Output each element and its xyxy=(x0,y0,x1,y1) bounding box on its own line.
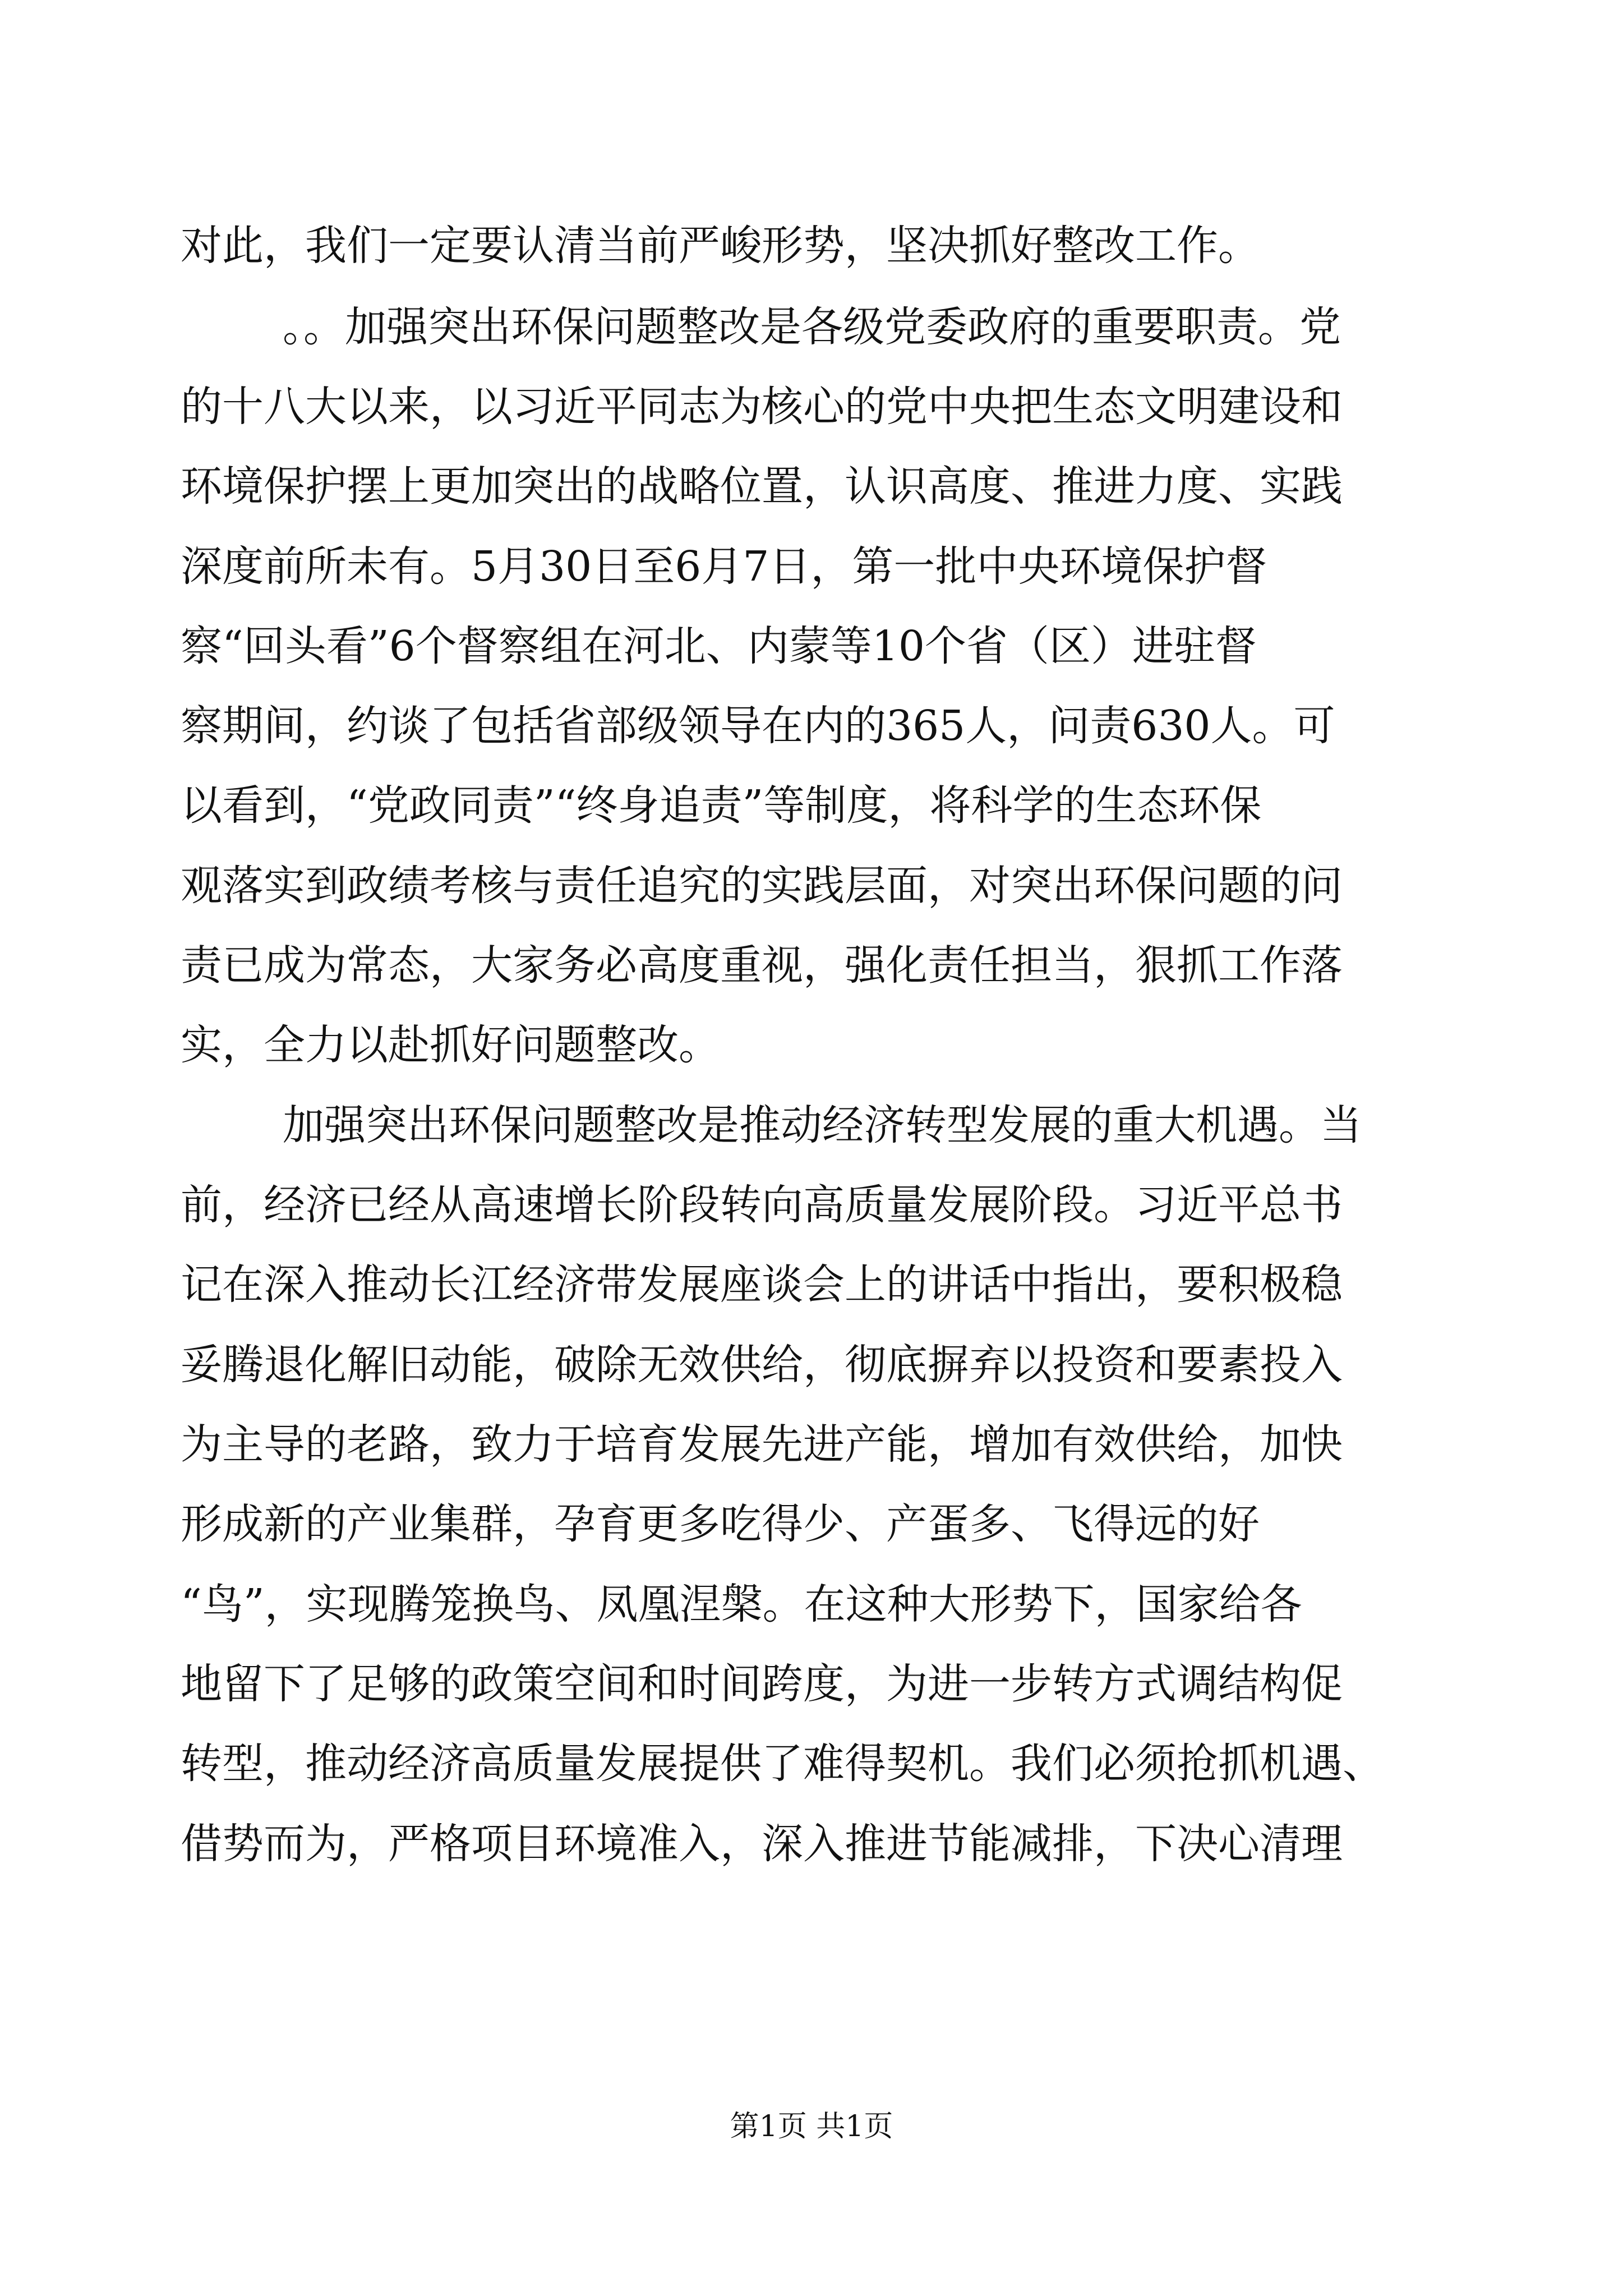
text-line xyxy=(0,1650,1623,1718)
text-line xyxy=(0,1730,1623,1797)
text-line xyxy=(0,1011,1623,1079)
line-text: 察“回头看”6个督察组在河北、内蒙等10个省（区）进驻督 xyxy=(181,622,1257,670)
line-text: 地留下了足够的政策空间和时间跨度，为进一步转方式调结构促 xyxy=(181,1660,1343,1708)
text-line xyxy=(0,533,1623,600)
line-text: 对此，我们一定要认清当前严峻形势，坚决抓好整改工作。 xyxy=(181,222,1260,270)
text-line xyxy=(0,1571,1623,1638)
line-text: 责已成为常态，大家务必高度重视，强化责任担当，狠抓工作落 xyxy=(181,941,1343,990)
text-line xyxy=(0,772,1623,839)
text-line xyxy=(0,1331,1623,1398)
line-text: 借势而为，严格项目环境准入，深入推进节能减排，下决心清理 xyxy=(181,1820,1343,1868)
line-text: 妥腾退化解旧动能，破除无效供给，彻底摒弃以投资和要素投入 xyxy=(181,1341,1343,1389)
text-line xyxy=(0,1490,1623,1558)
line-text: 环境保护摆上更加突出的战略位置，认识高度、推进力度、实践 xyxy=(181,462,1343,510)
text-line xyxy=(0,373,1623,440)
text-line xyxy=(0,1810,1623,1878)
line-text: 为主导的老路，致力于培育发展先进产能，增加有效供给，加快 xyxy=(181,1420,1343,1469)
text-line xyxy=(0,613,1623,680)
line-text: 形成新的产业集群，孕育更多吃得少、产蛋多、飞得远的好 xyxy=(181,1500,1260,1548)
line-text: 实，全力以赴抓好问题整改。 xyxy=(181,1021,720,1069)
text-line xyxy=(0,932,1623,999)
text-line xyxy=(0,692,1623,760)
text-line xyxy=(0,852,1623,919)
text-line xyxy=(0,1092,1623,1159)
line-text: 深度前所未有。5月30日至6月7日，第一批中央环境保护督 xyxy=(181,542,1267,591)
page-footer: 第1页 共1页 xyxy=(730,2110,893,2143)
line-text: 观落实到政绩考核与责任追究的实践层面，对突出环保问题的问 xyxy=(181,862,1343,910)
text-line xyxy=(0,1171,1623,1239)
line-text: 加强突出环保问题整改是推动经济转型发展的重大机遇。当 xyxy=(283,1101,1362,1149)
text-line xyxy=(0,212,1623,279)
line-text: 转型，推动经济高质量发展提供了难得契机。我们必须抢抓机遇、 xyxy=(181,1740,1384,1788)
line-text: 察期间，约谈了包括省部级领导在内的365人，问责630人。可 xyxy=(181,702,1335,750)
text-line xyxy=(0,453,1623,520)
line-text: 记在深入推动长江经济带发展座谈会上的讲话中指出，要积极稳 xyxy=(181,1260,1343,1309)
line-text: 前，经济已经从高速增长阶段转向高质量发展阶段。习近平总书 xyxy=(181,1181,1343,1229)
line-text: 以看到，“党政同责”“终身追责”等制度，将科学的生态环保 xyxy=(181,781,1262,830)
line-text: 。。加强突出环保问题整改是各级党委政府的重要职责。党 xyxy=(283,303,1341,351)
text-line xyxy=(0,293,1623,361)
text-line xyxy=(0,1411,1623,1478)
line-text: “鸟”，实现腾笼换鸟、凤凰涅槃。在这种大形势下，国家给各 xyxy=(181,1580,1302,1628)
text-line xyxy=(0,1251,1623,1318)
line-text: 的十八大以来，以习近平同志为核心的党中央把生态文明建设和 xyxy=(181,383,1343,431)
